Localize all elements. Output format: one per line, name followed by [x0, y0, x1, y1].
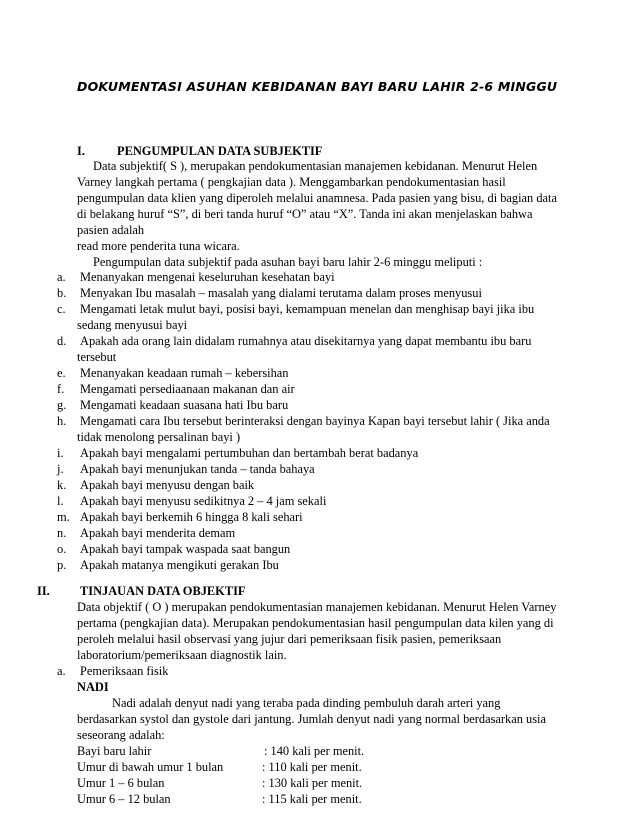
section-2-heading: TINJAUAN DATA OBJEKTIF — [80, 584, 246, 598]
rate-value: : 110 kali per menit. — [262, 760, 362, 774]
section-1-para-line: di belakang huruf “S”, di beri tanda huruf “O” atau “X”. Tanda ini akan menjelaskan bahwa — [77, 207, 533, 221]
list-marker: n. — [57, 526, 67, 540]
subsection-label: Pemeriksaan fisik — [80, 664, 169, 678]
list-item: Menanyakan keadaan rumah – kebersihan — [80, 366, 289, 380]
list-item: Menanyakan mengenai keseluruhan kesehatan bayi — [80, 270, 335, 284]
list-item: Apakah bayi menyusu dengan baik — [80, 478, 255, 492]
section-2-para-line: laboratorium/pemeriksaan diagnostik lain. — [77, 648, 287, 662]
list-item: Apakah bayi menyusu sedikitnya 2 – 4 jam sekali — [80, 494, 327, 508]
list-marker: d. — [57, 334, 67, 348]
list-marker: p. — [57, 558, 67, 572]
nadi-heading: NADI — [77, 680, 109, 694]
rate-age: Umur di bawah umur 1 bulan — [77, 760, 224, 774]
section-1-para-line: Varney langkah pertama ( pengkajian data ). Menggambarkan pendokumentasian hasil — [77, 175, 506, 189]
list-item: Mengamati keadaan suasana hati Ibu baru — [80, 398, 289, 412]
list-item: Mengamati cara Ibu tersebut berinteraksi dengan bayinya Kapan bayi tersebut lahir ( Jika anda — [80, 414, 550, 428]
section-1-para-line: read more penderita tuna wicara. — [77, 239, 240, 253]
list-item: Mengamati letak mulut bayi, posisi bayi, kemampuan menelan dan menghisap bayi jika ibu — [80, 302, 535, 316]
list-item: Mengamati persediaanaan makanan dan air — [80, 382, 295, 396]
rate-value: : 140 kali per menit. — [264, 744, 365, 758]
list-item-continuation: tidak menolong persalinan bayi ) — [77, 430, 241, 444]
list-item: Menyakan Ibu masalah – masalah yang dialami terutama dalam proses menyusui — [80, 286, 482, 300]
section-1-para-line: Data subjektif( S ), merupakan pendokumentasian manajemen kebidanan. Menurut Helen — [93, 159, 538, 173]
list-marker: b. — [57, 286, 67, 300]
list-marker: i. — [57, 446, 64, 460]
list-marker: a. — [57, 270, 66, 284]
rate-value: : 130 kali per menit. — [262, 776, 363, 790]
rate-value: : 115 kali per menit. — [262, 792, 362, 806]
section-2-para-line: Data objektif ( O ) merupakan pendokumentasian manajemen kebidanan. Menurut Helen Varney — [77, 600, 557, 614]
section-2-number: II. — [37, 584, 50, 598]
rate-age: Umur 1 – 6 bulan — [77, 776, 165, 790]
section-2-para-line: pertama (pengkajian data). Merupakan pendokumentasian hasil pengumpulan data kilen yang di — [77, 616, 554, 630]
list-item: Apakah matanya mengikuti gerakan Ibu — [80, 558, 279, 572]
list-marker: o. — [57, 542, 67, 556]
list-marker: e. — [57, 366, 66, 380]
list-item: Apakah bayi menderita demam — [80, 526, 236, 540]
list-item: Apakah bayi menunjukan tanda – tanda bahaya — [80, 462, 315, 476]
rate-age: Bayi baru lahir — [77, 744, 152, 758]
list-item-continuation: tersebut — [77, 350, 117, 364]
list-item: Apakah bayi berkemih 6 hingga 8 kali sehari — [80, 510, 303, 524]
list-marker: j. — [57, 462, 64, 476]
nadi-para-line: berdasarkan systol dan gystole dari jantung. Jumlah denyut nadi yang normal berdasarkan usia — [77, 712, 546, 726]
list-marker: h. — [57, 414, 67, 428]
list-item: Apakah bayi tampak waspada saat bangun — [80, 542, 291, 556]
section-2-para-line: peroleh melalui hasil observasi yang jujur dari pemeriksaan fisik pasien, pemeriksaan — [77, 632, 502, 646]
nadi-para-line: seseorang adalah: — [77, 728, 165, 742]
section-1-para-line: pengumpulan data klien yang diperoleh melalui anamnesa. Pada pasien yang bisu, di bagian data — [77, 191, 557, 205]
list-item: Apakah ada orang lain didalam rumahnya atau disekitarnya yang dapat membantu ibu baru — [80, 334, 532, 348]
section-1-intro: Pengumpulan data subjektif pada asuhan bayi baru lahir 2-6 minggu meliputi : — [93, 255, 483, 269]
section-1-para-line: pasien adalah — [77, 223, 145, 237]
list-marker: g. — [57, 398, 67, 412]
list-item-continuation: sedang menyusui bayi — [77, 318, 188, 332]
nadi-para-line: Nadi adalah denyut nadi yang teraba pada dinding pembuluh darah arteri yang — [112, 696, 501, 710]
section-1-heading: PENGUMPULAN DATA SUBJEKTIF — [117, 144, 323, 158]
list-marker: m. — [57, 510, 70, 524]
document-title: DOKUMENTASI ASUHAN KEBIDANAN BAYI BARU LAHIR 2-6 MINGGU — [77, 79, 558, 94]
list-marker: f. — [57, 382, 65, 396]
list-marker: c. — [57, 302, 66, 316]
list-item: Apakah bayi mengalami pertumbuhan dan bertambah berat badanya — [80, 446, 419, 460]
rate-age: Umur 6 – 12 bulan — [77, 792, 171, 806]
list-marker: a. — [57, 664, 66, 678]
list-marker: l. — [57, 494, 64, 508]
section-1-number: I. — [77, 144, 85, 158]
list-marker: k. — [57, 478, 67, 492]
